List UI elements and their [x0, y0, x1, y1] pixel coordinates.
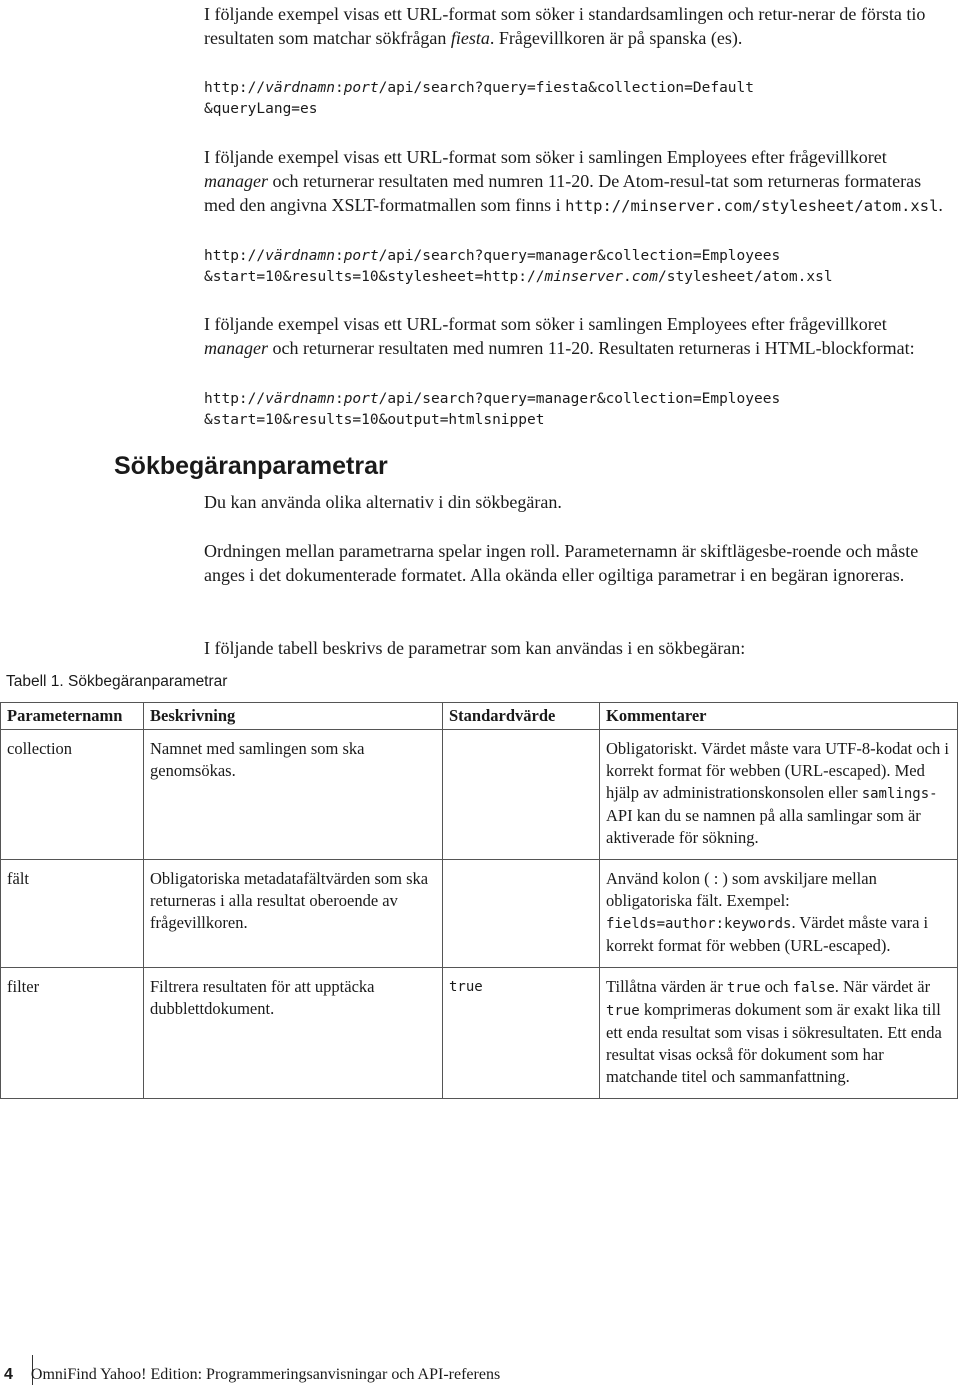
query-term: manager [204, 338, 268, 358]
text: . När värdet är [834, 977, 931, 996]
stylesheet-url: http://minserver.com/stylesheet/atom.xsl [565, 197, 939, 215]
url-part: &start=10&results=10&stylesheet=http:// [204, 269, 545, 285]
text: API kan du se namnen på alla samlingar som är aktiverade för sökning. [606, 806, 921, 847]
header-default-value: Standardvärde [443, 703, 600, 730]
text: I följande exempel visas ett URL-format som söker i standardsamlingen och retur-nerar de första tio resultaten som matchar sökfrågan [204, 4, 926, 48]
url-part: /api/search?query=manager&collection=Employees [378, 391, 781, 407]
url-part: &queryLang=es [204, 101, 318, 117]
url-part: /api/search?query=fiesta&collection=Default [378, 80, 754, 96]
param-comment [600, 730, 958, 860]
param-name: collection [1, 730, 144, 860]
example-3-text [204, 312, 944, 360]
text: och returnerar resultaten med numren 11-20. Resultaten returneras i HTML-blockformat: [268, 338, 915, 358]
code: true [726, 980, 761, 996]
example-1-text [204, 2, 944, 50]
code: true [606, 1003, 640, 1019]
param-name: filter [1, 968, 144, 1099]
text: . Frågevillkoren är på spanska (es). [489, 28, 743, 48]
url-part: http:// [204, 248, 266, 264]
code: samlings- [861, 786, 938, 802]
section-paragraph-1: Du kan använda olika alternativ i din sökbegäran. [204, 492, 562, 512]
url-host: värdnamn [265, 391, 335, 407]
param-description: Obligatoriska metadatafältvärden som ska returneras i alla resultat oberoende av frågevillkoren. [144, 860, 443, 968]
param-description: Filtrera resultaten för att upptäcka dubblettdokument. [144, 968, 443, 1099]
text: I följande exempel visas ett URL-format som söker i samlingen Employees efter frågevillkoret [204, 314, 887, 334]
text: Obligatoriskt. Värdet måste vara UTF-8-kodat och i korrekt format för webben (URL-escaped). Med hjälp av administrationskonsolen eller [606, 739, 949, 802]
query-term: manager [204, 171, 268, 191]
header-parameter-name: Parameternamn [1, 703, 144, 730]
param-comment [600, 968, 958, 1099]
url-domain: com [631, 269, 658, 285]
table-caption: Tabell 1. Sökbegäranparametrar [6, 673, 228, 690]
text: I följande exempel visas ett URL-format som söker i samlingen Employees efter frågevillkoret [204, 147, 887, 167]
code: fields=author:keywords [606, 916, 792, 932]
url-port: port [343, 391, 379, 407]
section-paragraph-3: I följande tabell beskrivs de parametrar som kan användas i en sökbegäran: [204, 638, 746, 658]
code: false [792, 980, 835, 996]
table-row [1, 968, 958, 1099]
param-default: true [443, 968, 600, 1099]
url-part: /stylesheet/atom.xsl [657, 269, 833, 285]
section-paragraph-2: Ordningen mellan parametrarna spelar ingen roll. Parameternamn är skiftlägesbe-roende och måste anges i det dokumenterade formatet. Alla okända eller ogiltiga parametrar i en begäran ignoreras. [204, 541, 919, 585]
text: . Värdet måste vara i korrekt format för webben (URL-escaped). [606, 913, 929, 955]
page-number: 4 [4, 1366, 13, 1383]
url-part: : [334, 80, 344, 96]
example-2-url [204, 246, 944, 288]
url-part: : [334, 391, 344, 407]
text: komprimeras dokument som är exakt lika till ett enda resultat som visas i sökresultaten. Ett enda resultat visas också för dokument som har matchande titel och sammanfattning. [606, 1000, 942, 1086]
text: och [760, 977, 793, 996]
param-default [443, 860, 600, 968]
url-port: port [343, 248, 379, 264]
footer-title: OmniFind Yahoo! Edition: Programmeringsanvisningar och API-referens [30, 1366, 501, 1383]
query-term: fiesta [450, 28, 490, 48]
url-host: minserver [544, 269, 624, 285]
example-3-url [204, 389, 944, 431]
url-part: http:// [204, 80, 266, 96]
example-1-url [204, 78, 944, 120]
url-part: http:// [204, 391, 266, 407]
page-footer [4, 1366, 500, 1384]
section-heading: Sökbegäranparametrar [114, 452, 388, 480]
text: Tillåtna värden är [606, 977, 727, 996]
text: och returnerar resultaten med numren 11-20. De Atom-resul-tat som returneras formateras med den angivna XSLT-formatmallen som finns i [204, 171, 922, 215]
url-host: värdnamn [265, 80, 335, 96]
param-comment [600, 860, 958, 968]
param-name: fält [1, 860, 144, 968]
url-part: /api/search?query=manager&collection=Employees [378, 248, 781, 264]
table-row [1, 730, 958, 860]
param-description: Namnet med samlingen som ska genomsökas. [144, 730, 443, 860]
table-row [1, 860, 958, 968]
url-part: &start=10&results=10&output=htmlsnippet [204, 412, 545, 428]
parameters-table [0, 702, 958, 1099]
url-port: port [343, 80, 379, 96]
url-part: : [334, 248, 344, 264]
url-part: . [623, 269, 632, 285]
header-comments: Kommentarer [600, 703, 958, 730]
text: Använd kolon ( : ) som avskiljare mellan obligatoriska fält. Exempel: [606, 869, 877, 910]
example-2-text [204, 145, 944, 218]
param-default [443, 730, 600, 860]
header-description: Beskrivning [144, 703, 443, 730]
table-header-row [1, 703, 958, 730]
text: . [938, 195, 943, 215]
url-host: värdnamn [265, 248, 335, 264]
